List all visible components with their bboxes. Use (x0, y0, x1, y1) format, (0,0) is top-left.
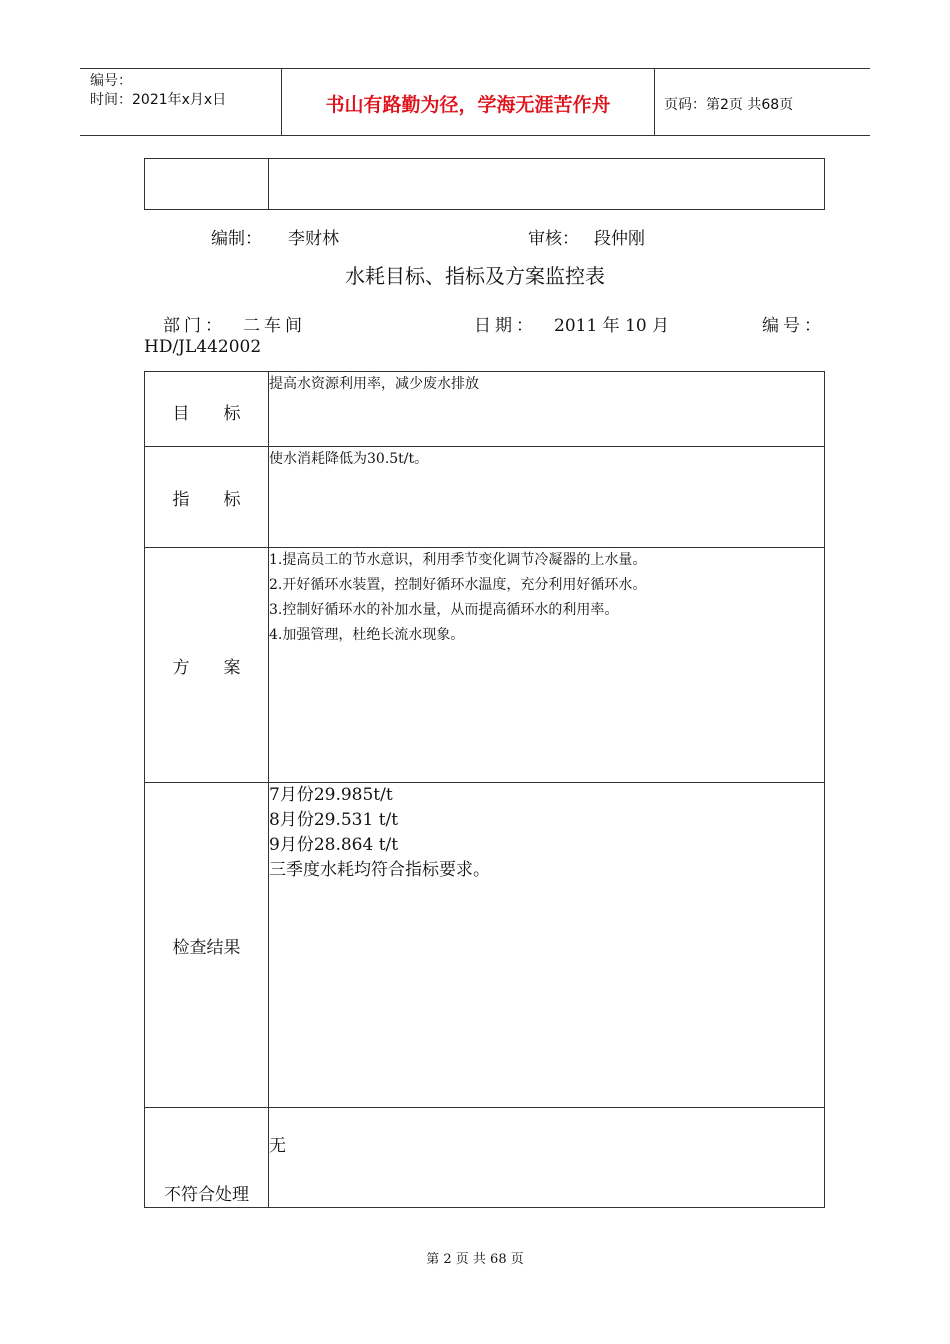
dept-label: 部门： (163, 316, 226, 336)
page-title: 水耗目标、指标及方案监控表 (345, 264, 605, 288)
monitor-table (144, 371, 825, 1208)
check-item: 8月份29.531 t/t (269, 810, 399, 830)
indicator-label: 指 标 (145, 447, 269, 548)
code-label: 编号： (762, 316, 825, 336)
header-info (90, 72, 226, 110)
date-value: 2011 年 10 月 (554, 316, 670, 336)
plan-label: 方 案 (145, 548, 269, 783)
carryover-content-cell (269, 159, 825, 210)
code-value: HD/JL442002 (144, 337, 262, 357)
nonconformance-text: 无 (269, 1108, 825, 1208)
date-label: 日期： (474, 316, 537, 336)
review-label: 审核： (528, 229, 579, 249)
plan-item: 4.加强管理，杜绝长流水现象。 (269, 627, 465, 643)
check-label: 检查结果 (145, 783, 269, 1108)
row-plan (145, 548, 825, 783)
header-number-label: 编号： (90, 73, 132, 89)
check-item: 9月份28.864 t/t (269, 835, 399, 855)
page-footer: 第 2 页 共 68 页 (426, 1252, 524, 1267)
check-content (269, 783, 825, 1108)
carryover-table (144, 158, 825, 210)
row-target (145, 372, 825, 447)
check-item: 7月份29.985t/t (269, 785, 393, 805)
header-page-label: 页码：第2页 共68页 (664, 97, 794, 113)
compile-name: 李财林 (288, 229, 339, 249)
header-divider-right (654, 68, 655, 135)
indicator-text: 使水消耗降低为30.5t/t。 (269, 447, 825, 548)
header-top-rule (80, 68, 870, 69)
target-label: 目 标 (145, 372, 269, 447)
plan-content (269, 548, 825, 783)
plan-item: 2.开好循环水装置，控制好循环水温度，充分利用好循环水。 (269, 577, 647, 593)
row-check (145, 783, 825, 1108)
dept-value: 二车间 (243, 316, 306, 336)
row-nonconformance (145, 1108, 825, 1208)
carryover-label-cell (145, 159, 269, 210)
check-item: 三季度水耗均符合指标要求。 (269, 860, 490, 880)
compile-label: 编制： (211, 229, 262, 249)
nonconformance-label: 不符合处理 (145, 1108, 269, 1208)
header-time-label: 时间：2021年x月x日 (90, 92, 227, 108)
plan-item: 1.提高员工的节水意识，利用季节变化调节冷凝器的上水量。 (269, 552, 647, 568)
header-bottom-rule (80, 135, 870, 136)
header-motto: 书山有路勤为径，学海无涯苦作舟 (325, 94, 611, 116)
row-indicator (145, 447, 825, 548)
target-text: 提高水资源利用率，减少废水排放 (269, 372, 825, 447)
plan-item: 3.控制好循环水的补加水量，从而提高循环水的利用率。 (269, 602, 619, 618)
review-name: 段仲刚 (594, 229, 645, 249)
